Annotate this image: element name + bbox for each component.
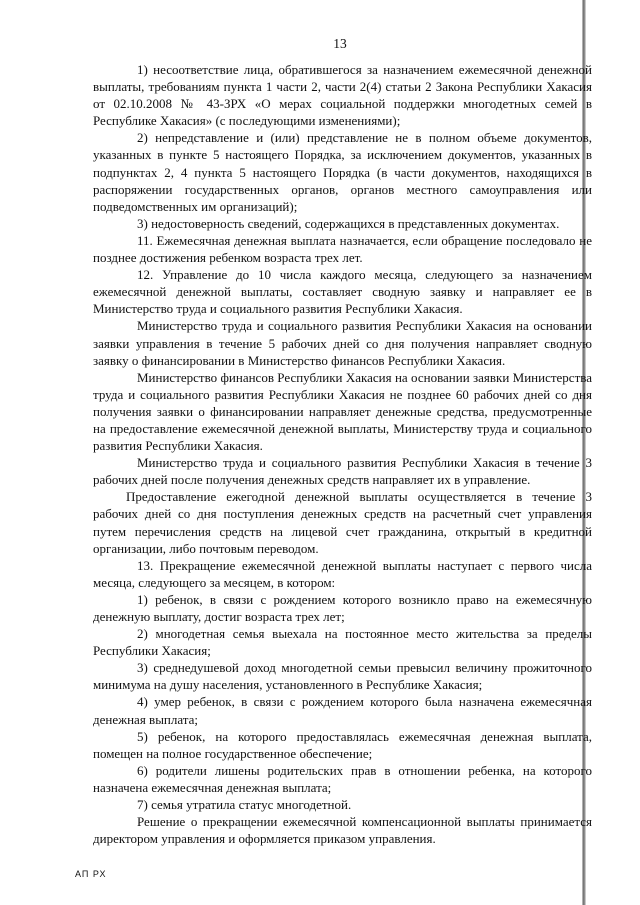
paragraph-item-13-7: 7) семья утратила статус многодетной.: [137, 797, 352, 813]
paragraph-ministry-transfer: Министерство труда и социального развития Республики Хакасия в течение 3 рабочих дней после получения денежных средств направляет их в управление.: [93, 455, 592, 488]
paragraph-item-13-4: 4) умер ребенок, в связи с рождением которого была назначена ежемесячная денежная выплата;: [93, 694, 592, 727]
footer-code: АП РХ: [75, 869, 107, 879]
paragraph-clause-11: 11. Ежемесячная денежная выплата назначается, если обращение последовало не позднее достижения ребенком возраста трех лет.: [93, 232, 592, 266]
paragraph-item-13-1: 1) ребенок, в связи с рождением которого возникло право на ежемесячную денежную выплату, достиг возраста трех лет;: [93, 591, 592, 624]
paragraph-clause-12: 12. Управление до 10 числа каждого месяца, следующего за назначением ежемесячной денежной выплаты, составляет сводную заявку и направляет ее в Министерство труда и социального развития Республики Хакасия.: [93, 267, 592, 317]
paragraph-annual-payment: Предоставление ежегодной денежной выплаты осуществляется в течение 3 рабочих дней со дня поступления денежных средств на расчетный счет управления путем перечисления средств на лицевой счет гражданина, открытый в кредитной организации, либо почтовым переводом.: [93, 489, 592, 556]
paragraph-ministry-finance: Министерство финансов Республики Хакасия на основании заявки Министерства труда и социального развития Республики Хакасия не позднее 60 рабочих дней со дня получения заявки о финансировании направляет денежные средства, предусмотренные на предоставление ежемесячной денежной выплаты, Министерству труда и социального развития Республики Хакасия.: [93, 369, 592, 454]
paragraph-clause-13: 13. Прекращение ежемесячной денежной выплаты наступает с первого числа месяца, следующего за месяцем, в котором:: [93, 557, 592, 590]
document-body: [93, 61, 592, 847]
page-number: 13: [333, 36, 347, 51]
paragraph-item-3: 3) недостоверность сведений, содержащихся в представленных документах.: [137, 215, 560, 231]
paragraph-item-13-3: 3) среднедушевой доход многодетной семьи превысил величину прожиточного минимума на душу населения, установленного в Республике Хакасия;: [93, 660, 592, 693]
paragraph-item-13-2: 2) многодетная семья выехала на постоянное место жительства за пределы Республики Хакасия;: [93, 626, 592, 659]
paragraph-item-13-6: 6) родители лишены родительских прав в отношении ребенка, на которого назначена ежемесячная денежная выплата;: [93, 762, 592, 795]
paragraph-item-2: 2) непредставление и (или) представление не в полном объеме документов, указанных в пункте 5 настоящего Порядка, за исключением документов, указанных в подпунктах 2, 4 пункта 5 настоящего Порядка (в части документов, находящихся в распоряжении государственных органов, органов местного самоуправления или подведомственных им организаций);: [93, 130, 592, 214]
paragraph-item-1: 1) несоответствие лица, обратившегося за назначением ежемесячной денежной выплаты, требованиям пункта 1 части 2, части 2(4) статьи 2 Закона Республики Хакасия от 02.10.2008 № 43-ЗРХ «О мерах социальной поддержки многодетных семей в Республике Хакасия» (с последующими изменениями);: [93, 62, 592, 129]
paragraph-ministry-labor: Министерство труда и социального развития Республики Хакасия на основании заявки управления в течение 5 рабочих дней со дня получения направляет сводную заявку о финансировании в Министерство финансов Республики Хакасия.: [93, 318, 592, 368]
paragraph-decision: Решение о прекращении ежемесячной компенсационной выплаты принимается директором управления и оформляется приказом управления.: [93, 814, 592, 847]
paragraph-item-13-5: 5) ребенок, на которого предоставлялась ежемесячная денежная выплата, помещен на полное государственное обеспечение;: [93, 728, 592, 761]
